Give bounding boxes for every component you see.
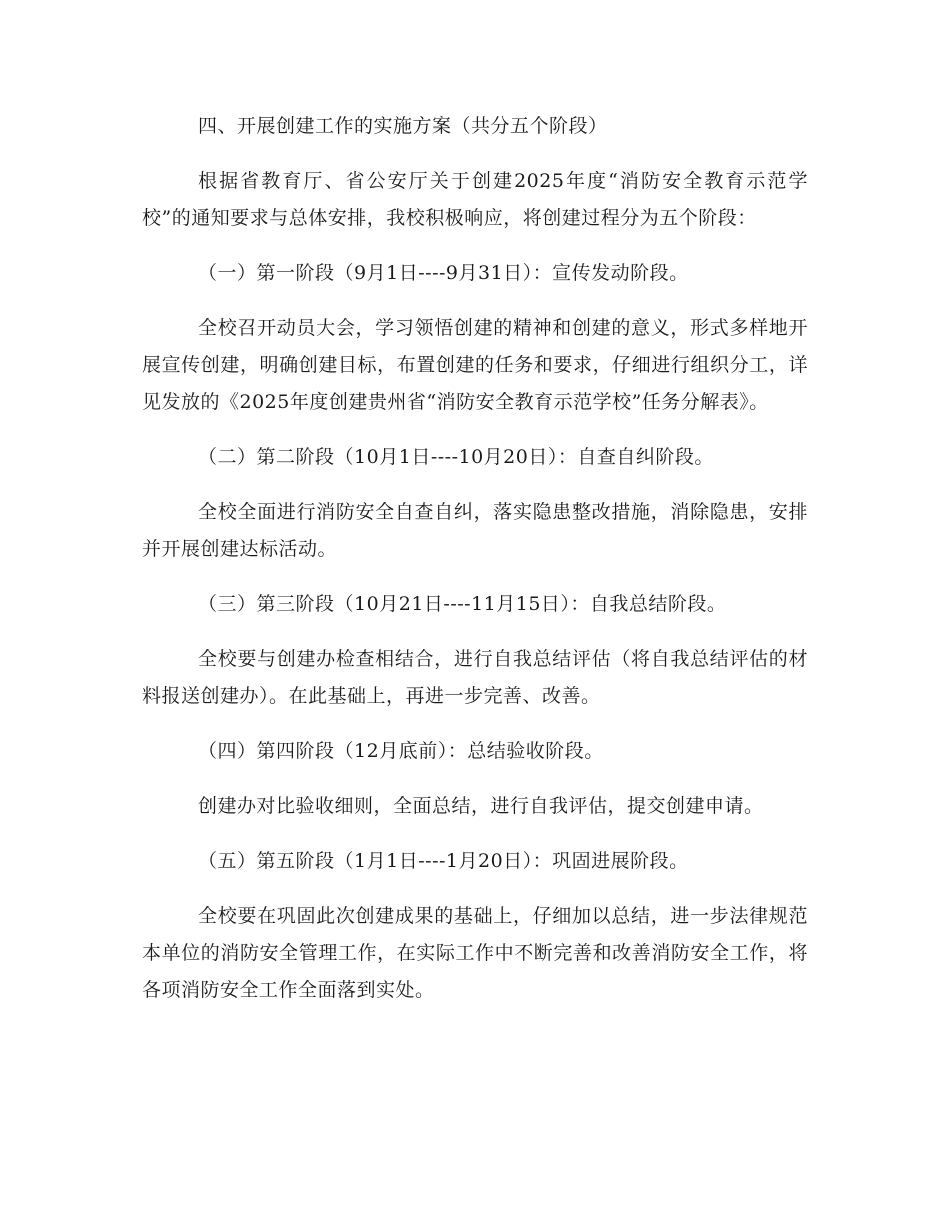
stage-4-title: （四）第四阶段（12月底前）：总结验收阶段。 bbox=[198, 740, 604, 762]
stage-3-title: （三）第三阶段（10月21日----11月15日）：自我总结阶段。 bbox=[198, 593, 727, 615]
document-body bbox=[142, 108, 808, 1027]
stage-4-body: 创建办对比验收细则，全面总结，进行自我评估，提交创建申请。 bbox=[198, 795, 764, 817]
stage-2-body: 全校全面进行消防安全自查自纠，落实隐患整改措施，消除隐患，安排并开展创建达标活动。 bbox=[142, 501, 808, 560]
stage-1-body: 全校召开动员大会，学习领悟创建的精神和创建的意义，形式多样地开展宣传创建，明确创建目标，布置创建的任务和要求，仔细进行组织分工，详见发放的《2025年度创建贵州省“消防安全教育示范学校”任务分解表》。 bbox=[142, 317, 808, 413]
section-heading: 四、开展创建工作的实施方案（共分五个阶段） bbox=[198, 115, 608, 137]
intro-paragraph: 根据省教育厅、省公安厅关于创建2025年度“消防安全教育示范学校”的通知要求与总体安排，我校积极响应，将创建过程分为五个阶段： bbox=[142, 170, 808, 229]
stage-5-title: （五）第五阶段（1月1日----1月20日）：巩固进展阶段。 bbox=[198, 850, 689, 872]
stage-5-body: 全校要在巩固此次创建成果的基础上，仔细加以总结，进一步法律规范本单位的消防安全管理工作，在实际工作中不断完善和改善消防安全工作，将各项消防安全工作全面落到实处。 bbox=[142, 905, 808, 1001]
stage-2-title: （二）第二阶段（10月1日----10月20日）：自查自纠阶段。 bbox=[198, 446, 714, 468]
stage-3-body: 全校要与创建办检查相结合，进行自我总结评估（将自我总结评估的材料报送创建办）。在此基础上，再进一步完善、改善。 bbox=[142, 648, 808, 707]
stage-1-title: （一）第一阶段（9月1日----9月31日）：宣传发动阶段。 bbox=[198, 262, 689, 284]
